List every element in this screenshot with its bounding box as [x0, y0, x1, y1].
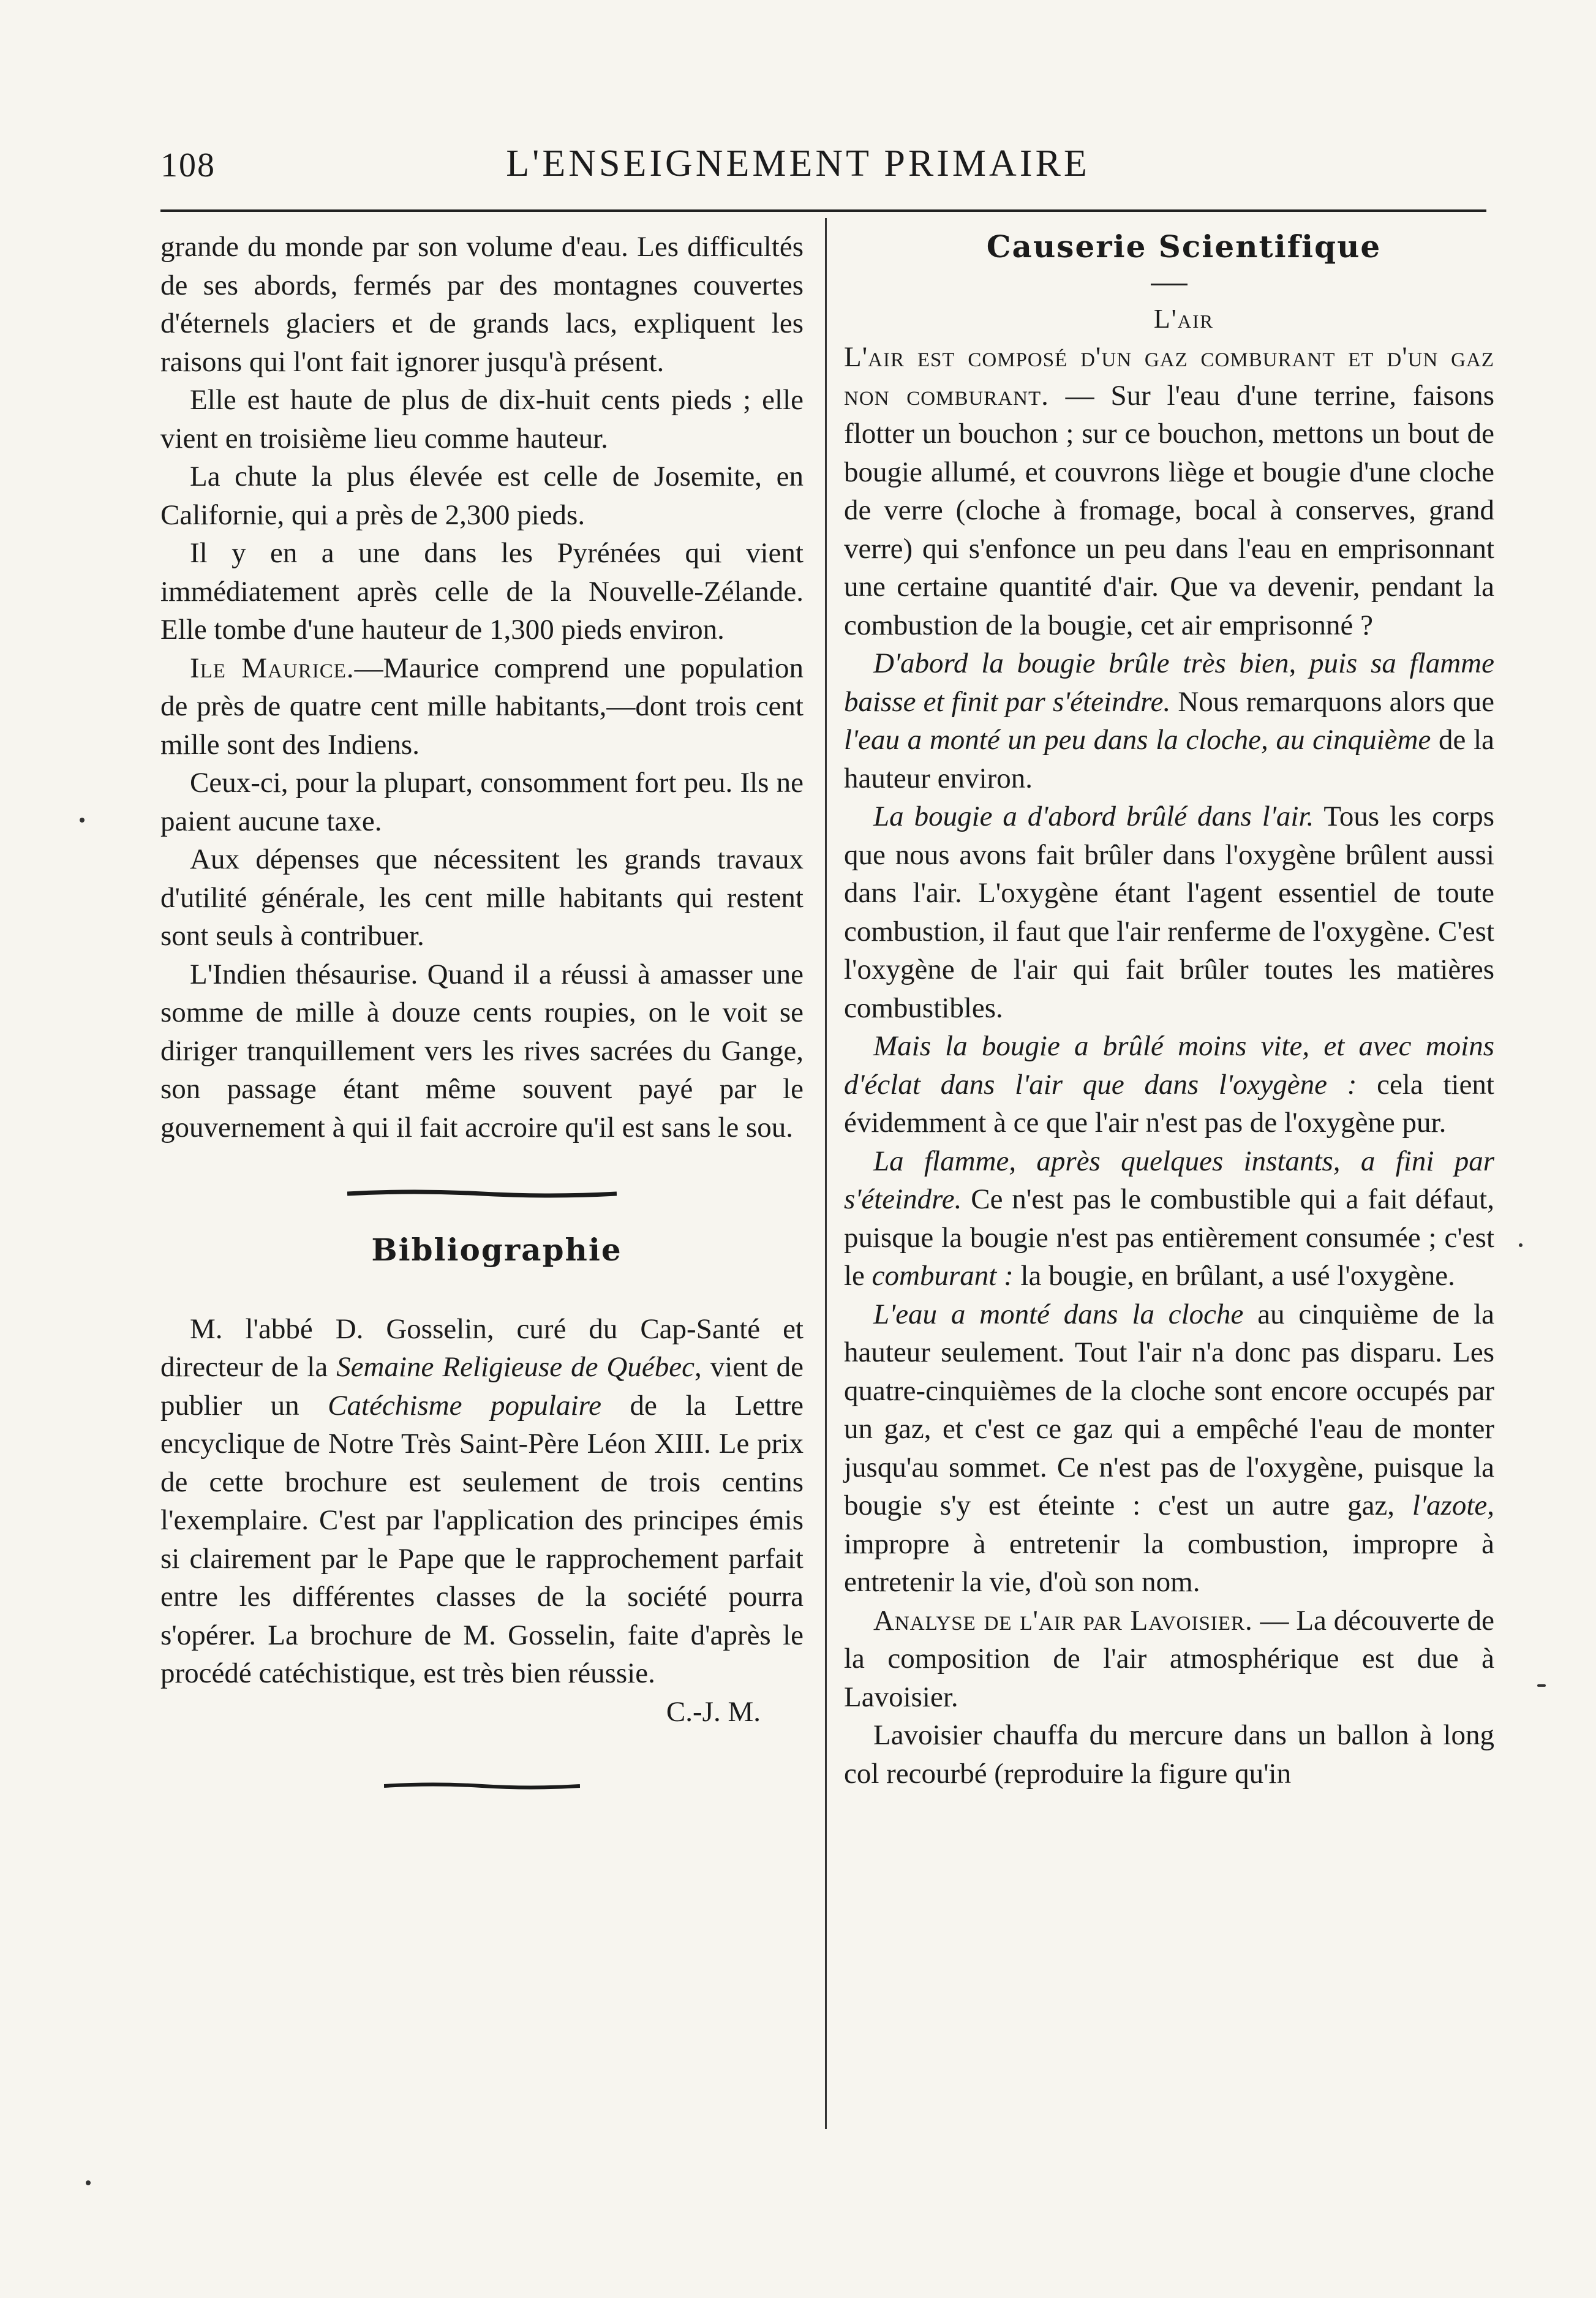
running-title: L'ENSEIGNEMENT PRIMAIRE: [506, 143, 1090, 184]
paragraph: [844, 797, 1494, 1027]
ile-maurice-text: —Maurice comprend une population de près de quatre cent mille habitants,—dont trois cent mille sont des Indiens.: [160, 652, 804, 761]
text-run: — Sur l'eau d'une terrine, faisons flotter un bouchon ; sur ce bouchon, mettons un bout de bougie allumé, et couvrons liège et bougie d'une cloche de verre (cloche à fromage, bocal à conserves, grand verre) qui s'enfonce un peu dans l'eau en emprisonnant une certaine quantité d'air. Que va devenir, pendant la combustion de la bougie, cet air emprisonné ?: [844, 379, 1494, 641]
signature: C.-J. M.: [666, 1695, 761, 1728]
text-run: de la Lettre encyclique de Notre Très Saint-Père Léon XIII. Le prix de cette brochure est seulement de trois centins l'exemplaire. C'est par l'application des principes émis si clairement par le Pape que le rapprochement parfait entre les différentes classes de la société pourra s'opérer. La brochure de M. Gosselin, faite d'après le procédé catéchistique, est très bien réussie.: [160, 1389, 804, 1689]
italic-run: Mais la bougie a brûlé moins vite, et avec moins d'éclat dans l'air que dans l'oxygène :: [844, 1030, 1494, 1101]
print-speck: [86, 2180, 91, 2185]
paragraph: [844, 1602, 1494, 1717]
text-run: M. l'abbé D. Gosselin, curé du Cap-Santé et directeur de la: [160, 1313, 804, 1383]
italic-run: Catéchisme populaire: [328, 1389, 601, 1422]
italic-run: La bougie a d'abord brûlé dans l'air.: [873, 801, 1314, 832]
paragraph-ile-maurice: [160, 649, 804, 764]
header-rule: [160, 209, 1486, 212]
paragraph: L'Indien thésaurise. Quand il a réussi à amasser une somme de mille à douze cents roupies, on le voit se diriger tranquillement vers les rives sacrées du Gange, son passage étant même souvent payé par le gouvernement à qui il fait accroire qu'il est sans le sou.: [160, 958, 804, 1143]
paragraph: Lavoisier chauffa du mercure dans un ballon à long col recourbé (reproduire la figure qu'in: [844, 1719, 1494, 1790]
paragraph: [844, 1142, 1494, 1295]
italic-run: l'azote: [1412, 1490, 1488, 1521]
column-divider: [825, 218, 827, 2129]
italic-run: L'eau a monté dans la cloche: [873, 1298, 1244, 1330]
text-run: cela tient évidemment à ce que l'air n'est pas de l'oxygène pur.: [844, 1068, 1494, 1139]
text-run: , impropre à entretenir la combustion, impropre à entretenir la vie, d'où son nom.: [844, 1490, 1494, 1598]
page-number: 108: [160, 146, 216, 184]
print-speck: [80, 818, 85, 823]
italic-run: l'eau a monté un peu dans la cloche, au cinquième: [844, 724, 1431, 756]
paragraph: Ceux-ci, pour la plupart, consomment fort peu. Ils ne paient aucune taxe.: [160, 767, 804, 837]
text-run: Nous remarquons alors que: [1170, 685, 1495, 718]
print-speck: [1537, 1684, 1546, 1687]
left-column: [160, 228, 804, 1790]
text-run: , vient de publier un: [160, 1351, 804, 1422]
text-run: la bougie, en brûlant, a usé l'oxygène.: [1013, 1260, 1455, 1292]
text-run: Ce n'est pas le combustible qui a fait défaut, puisque la bougie n'est pas entièrement consumée ; c'est le: [844, 1183, 1494, 1292]
section-title-bibliographie: Bibliographie: [371, 1232, 622, 1268]
paragraph: [844, 1295, 1494, 1602]
paragraph: Il y en a une dans les Pyrénées qui vient immédiatement après celle de la Nouvelle-Zélande. Elle tombe d'une hauteur de 1,300 pieds environ.: [160, 537, 804, 646]
paragraph: Aux dépenses que nécessitent les grands travaux d'utilité générale, les cent mille habitants qui restent sont seuls à contribuer.: [160, 843, 804, 952]
paragraph: [844, 644, 1494, 797]
italic-run: comburant :: [871, 1260, 1014, 1292]
italic-run: La flamme, après quelques instants, a fini par s'éteindre.: [844, 1145, 1494, 1215]
ornamental-rule: [347, 1189, 617, 1198]
paragraph: [844, 1027, 1494, 1142]
short-rule: [1151, 284, 1188, 285]
ile-maurice-lead: Ile Maurice.: [190, 652, 355, 684]
right-column: [844, 228, 1494, 1793]
italic-run: D'abord la bougie brûle très bien, puis sa flamme baisse et finit par s'éteindre.: [844, 647, 1494, 718]
paragraph: La chute la plus élevée est celle de Josemite, en Californie, qui a près de 2,300 pieds.: [160, 461, 804, 531]
bibliographie-paragraph: [160, 1310, 804, 1693]
text-run: — La découverte de la composition de l'air atmosphérique est due à Lavoisier.: [844, 1604, 1494, 1713]
paragraph: Elle est haute de plus de dix-huit cents pieds ; elle vient en troisième lieu comme hauteur.: [160, 384, 804, 454]
print-speck: [1519, 1243, 1523, 1247]
text-run: de la hauteur environ.: [844, 724, 1494, 794]
paragraph: grande du monde par son volume d'eau. Les difficultés de ses abords, fermés par des montagnes couvertes d'éternels glaciers et de grands lacs, expliquent les raisons qui l'ont fait ignorer jusqu'à présent.: [160, 231, 804, 378]
ornamental-rule: [384, 1782, 580, 1790]
subtitle-air: L'air: [1153, 303, 1214, 334]
text-run: au cinquième de la hauteur seulement. Tout l'air n'a donc pas disparu. Les quatre-cinquièmes de la cloche sont encore occupés par un gaz, et c'est ce gaz qui a empêché l'eau de monter jusqu'au sommet. Ce n'est pas de l'oxygène, puisque la bougie s'y est éteinte : c'est un autre gaz,: [844, 1298, 1494, 1521]
paragraph-lead: Analyse de l'air par Lavoisier.: [873, 1604, 1253, 1637]
paragraph-lead: L'air est composé d'un gaz comburant et d'un gaz non comburant.: [844, 341, 1494, 412]
section-title-causerie: Causerie Scientifique: [986, 228, 1382, 265]
paragraph: [844, 338, 1494, 644]
italic-run: Semaine Religieuse de Québec: [336, 1351, 694, 1383]
text-run: Tous les corps que nous avons fait brûler dans l'oxygène brûlent aussi dans l'air. L'oxygène étant l'agent essentiel de toute combustion, il faut que l'air renferme de l'oxygène. C'est l'oxygène de l'air qui fait brûler toutes les matières combustibles.: [844, 801, 1494, 1024]
